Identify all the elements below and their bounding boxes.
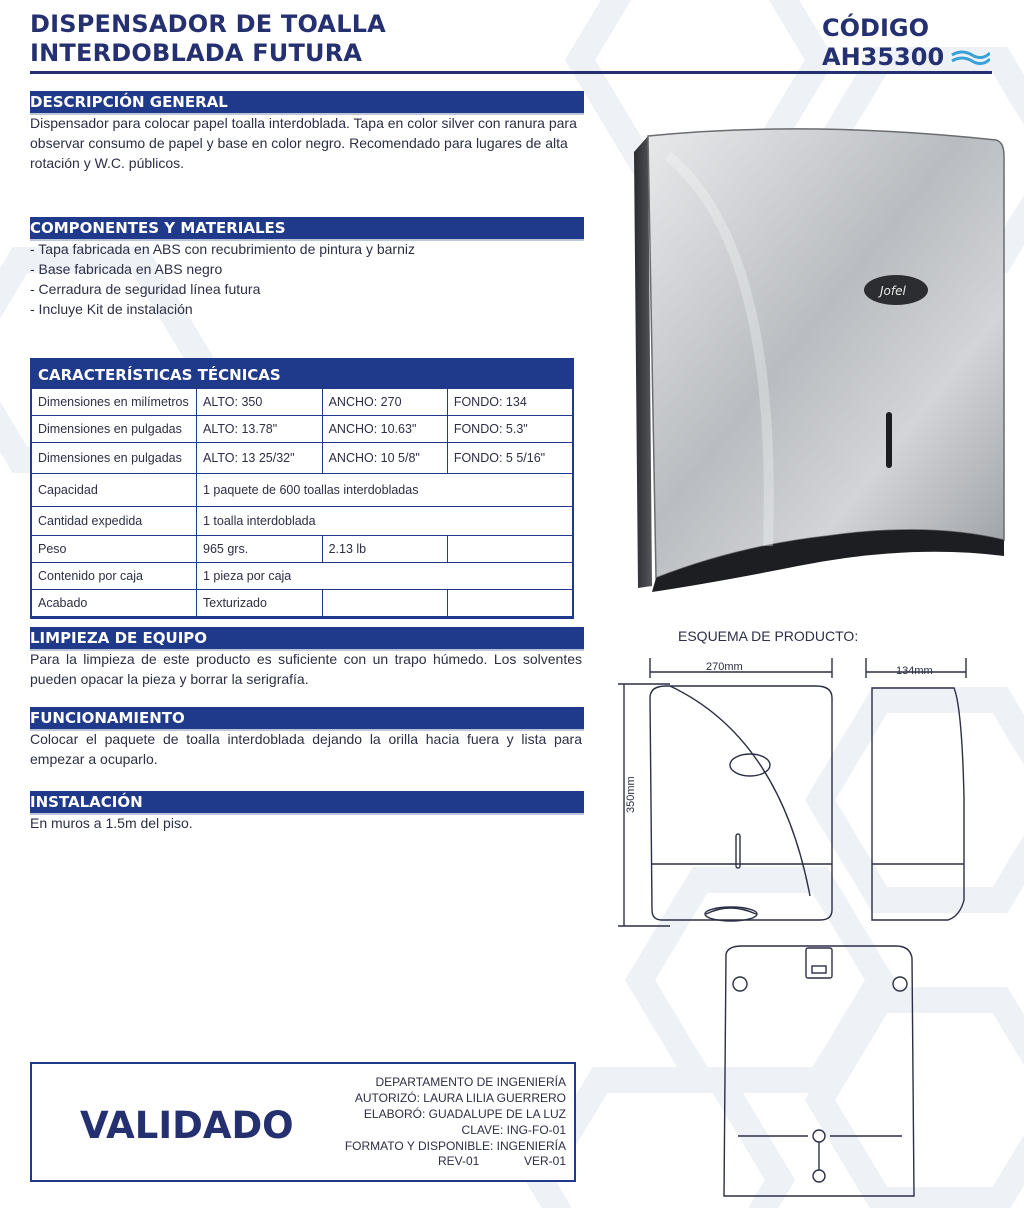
cell: ALTO: 13 25/32" xyxy=(197,443,323,474)
schematic-label: ESQUEMA DE PRODUCTO: xyxy=(678,628,859,644)
table-row xyxy=(32,443,572,474)
table-row xyxy=(32,507,572,536)
cell: ALTO: 350 xyxy=(197,389,323,416)
cell: 2.13 lb xyxy=(322,536,447,563)
rev-label: REV-01 xyxy=(438,1154,480,1168)
product-code xyxy=(822,14,990,72)
cell: ALTO: 13.78" xyxy=(197,416,323,443)
table-row xyxy=(32,536,572,563)
funcionamiento-text: Colocar el paquete de toalla interdoblada dejando la orilla hacia fuera y lista para empezar a ocuparlo. xyxy=(30,731,582,767)
title-line-1: DISPENSADOR DE TOALLA xyxy=(30,10,386,38)
tech-specs-table xyxy=(30,358,574,619)
table-row xyxy=(32,563,572,590)
product-photo xyxy=(628,126,1008,596)
formato-line: FORMATO Y DISPONIBLE: INGENIERÍA xyxy=(344,1139,566,1153)
list-item: - Base fabricada en ABS negro xyxy=(30,261,223,277)
cell: FONDO: 5.3" xyxy=(447,416,572,443)
code-label: CÓDIGO xyxy=(822,14,929,42)
cell xyxy=(447,590,572,617)
table-row xyxy=(32,389,572,416)
row-label: Contenido por caja xyxy=(32,563,197,590)
list-item: - Cerradura de seguridad línea futura xyxy=(30,281,261,297)
cell xyxy=(322,590,447,617)
dept-line: DEPARTAMENTO DE INGENIERÍA xyxy=(375,1075,566,1089)
title-line-2: INTERDOBLADA FUTURA xyxy=(30,39,363,67)
table-row xyxy=(32,590,572,617)
section-instalacion-heading: INSTALACIÓN xyxy=(30,791,584,813)
cell: 965 grs. xyxy=(197,536,323,563)
row-label: Dimensiones en pulgadas xyxy=(32,443,197,474)
list-item: - Tapa fabricada en ABS con recubrimiento de pintura y barniz xyxy=(30,241,415,257)
depth-dimension: 134mm xyxy=(896,665,933,677)
section-descripcion-heading: DESCRIPCIÓN GENERAL xyxy=(30,91,584,113)
cell: 1 pieza por caja xyxy=(197,563,573,590)
tech-specs-heading: CARACTERÍSTICAS TÉCNICAS xyxy=(32,360,572,388)
cell: FONDO: 134 xyxy=(447,389,572,416)
instalacion-text: En muros a 1.5m del piso. xyxy=(30,815,193,831)
cell xyxy=(447,536,572,563)
clave-line: CLAVE: ING-FO-01 xyxy=(461,1123,566,1137)
height-dimension: 350mm xyxy=(625,776,637,813)
product-schematic xyxy=(610,648,970,1208)
cell: 1 toalla interdoblada xyxy=(197,507,573,536)
header-divider xyxy=(30,71,992,74)
row-label: Cantidad expedida xyxy=(32,507,197,536)
limpieza-text: Para la limpieza de este producto es suficiente con un trapo húmedo. Los solventes pueden opacar la pieza y borrar la serigrafía. xyxy=(30,651,582,687)
cell: ANCHO: 270 xyxy=(322,389,447,416)
descripcion-text: Dispensador para colocar papel toalla interdoblada. Tapa en color silver con ranura para observar consumo de papel y base en color negro. Recomendado para lugares de alta rotación y W.C. públicos. xyxy=(30,115,577,171)
page-title xyxy=(30,10,386,68)
componentes-list xyxy=(30,239,582,319)
cell: Texturizado xyxy=(197,590,323,617)
autorizo-line: AUTORIZÓ: LAURA LILIA GUERRERO xyxy=(354,1091,566,1105)
section-limpieza-heading: LIMPIEZA DE EQUIPO xyxy=(30,627,584,649)
table-row xyxy=(32,474,572,507)
cell: 1 paquete de 600 toallas interdobladas xyxy=(197,474,573,507)
specs-grid xyxy=(32,388,572,617)
list-item: - Incluye Kit de instalación xyxy=(30,301,193,317)
row-label: Acabado xyxy=(32,590,197,617)
width-dimension: 270mm xyxy=(706,661,743,673)
validado-stamp: VALIDADO xyxy=(80,1104,294,1147)
section-funcionamiento-heading: FUNCIONAMIENTO xyxy=(30,707,584,729)
cell: FONDO: 5 5/16" xyxy=(447,443,572,474)
row-label: Dimensiones en milímetros xyxy=(32,389,197,416)
section-componentes-heading: COMPONENTES Y MATERIALES xyxy=(30,217,584,239)
elaboro-line: ELABORÓ: GUADALUPE DE LA LUZ xyxy=(363,1107,566,1121)
table-row xyxy=(32,416,572,443)
code-value: AH35300 xyxy=(822,43,945,71)
cell: ANCHO: 10.63" xyxy=(322,416,447,443)
ver-label: VER-01 xyxy=(523,1154,566,1168)
waves-logo-icon xyxy=(950,47,990,69)
brand-text: Jofel xyxy=(880,284,906,298)
revision-row xyxy=(438,1154,566,1168)
approval-info xyxy=(345,1074,566,1154)
row-label: Peso xyxy=(32,536,197,563)
row-label: Dimensiones en pulgadas xyxy=(32,416,197,443)
row-label: Capacidad xyxy=(32,474,197,507)
cell: ANCHO: 10 5/8" xyxy=(322,443,447,474)
